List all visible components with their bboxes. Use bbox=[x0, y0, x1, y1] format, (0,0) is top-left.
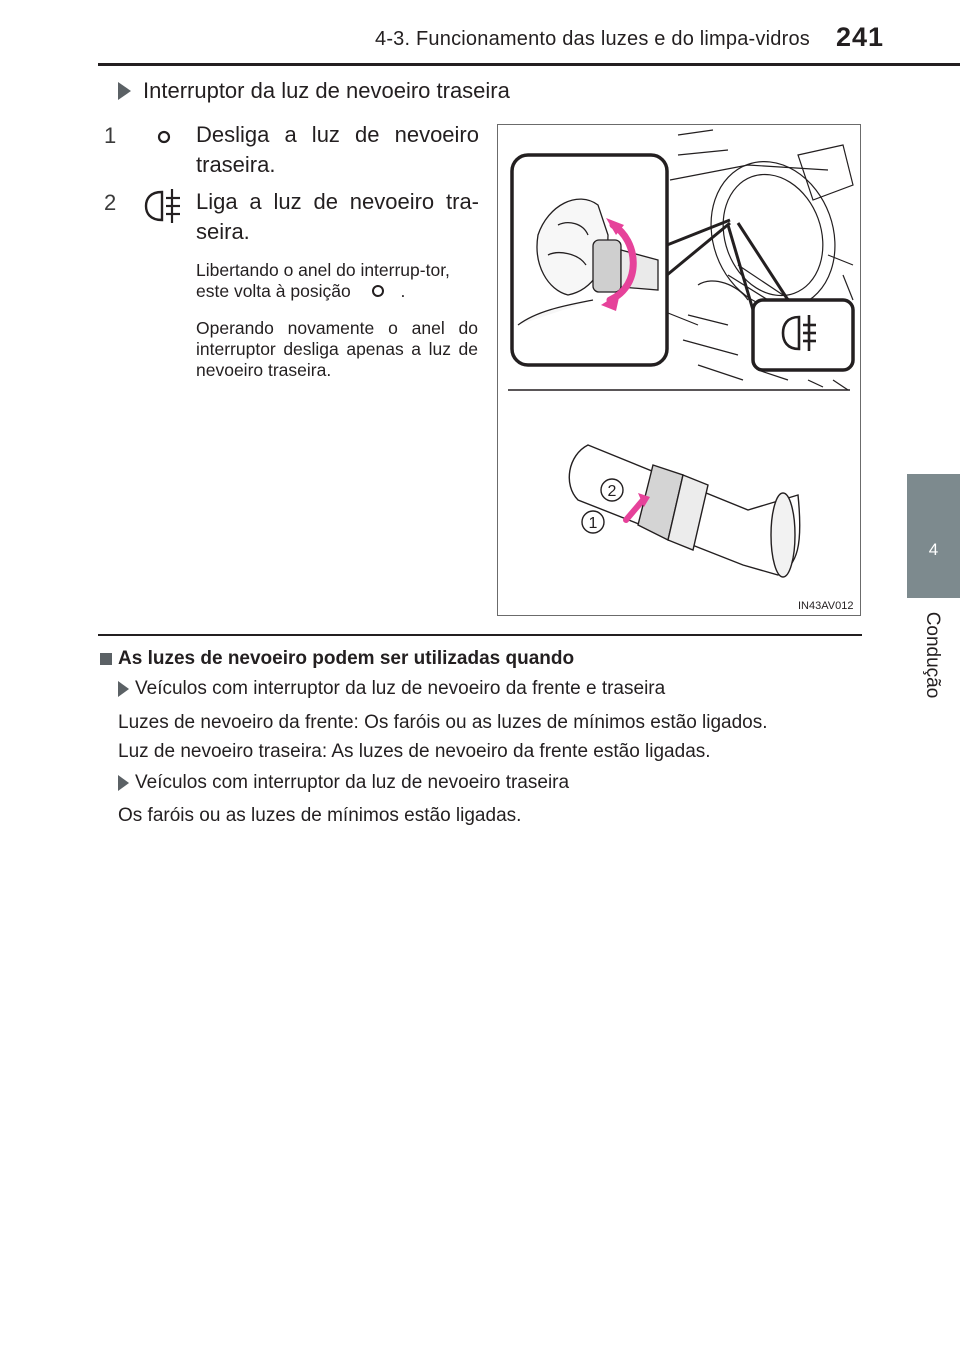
step-2-text: Liga a luz de nevoeiro tra-seira. bbox=[196, 189, 479, 244]
section-heading bbox=[118, 78, 510, 104]
chapter-tab-label: Condução bbox=[922, 611, 943, 699]
note-ring-operation: Operando novamente o anel do interruptor desliga apenas a luz de nevoeiro traseira. bbox=[196, 318, 478, 380]
info-bullet-1-text: Veículos com interruptor da luz de nevoeiro da frente e traseira bbox=[135, 678, 666, 699]
info-bullet-2 bbox=[118, 772, 569, 794]
figure-code: IN43AV012 bbox=[798, 600, 854, 612]
fog-light-off-icon bbox=[153, 126, 175, 148]
running-header-title: 4-3. Funcionamento das luzes e do limpa-vidros bbox=[375, 28, 810, 50]
fog-light-off-icon bbox=[356, 283, 396, 299]
fog-switch-illustration bbox=[498, 125, 860, 615]
section-heading-text: Interruptor da luz de nevoeiro traseira bbox=[143, 78, 510, 103]
chapter-tab bbox=[907, 474, 960, 598]
note-return-position bbox=[196, 260, 486, 302]
step-number-2: 2 bbox=[104, 190, 117, 215]
info-heading bbox=[100, 648, 574, 670]
triangle-bullet-icon bbox=[118, 82, 131, 100]
chapter-tab-number: 4 bbox=[928, 540, 939, 559]
triangle-bullet-icon bbox=[118, 775, 129, 791]
note-return-position-text: Libertando o anel do interrup-tor, este volta à posição bbox=[196, 260, 450, 301]
header-rule bbox=[98, 63, 960, 66]
callout-1: 1 bbox=[588, 515, 598, 532]
note-return-position-end: . bbox=[400, 281, 406, 301]
info-bullet-1 bbox=[118, 678, 665, 700]
figure-illustration bbox=[497, 124, 861, 616]
callout-2: 2 bbox=[607, 483, 617, 500]
info-bullet-2-text: Veículos com interruptor da luz de nevoeiro traseira bbox=[135, 772, 570, 793]
square-bullet-icon bbox=[100, 653, 112, 665]
page-number: 241 bbox=[836, 22, 885, 52]
rear-fog-light-icon bbox=[142, 186, 184, 226]
info-line-2: Luz de nevoeiro traseira: As luzes de nevoeiro da frente estão ligadas. bbox=[118, 741, 711, 762]
triangle-bullet-icon bbox=[118, 681, 129, 697]
info-line-1: Luzes de nevoeiro da frente: Os faróis ou as luzes de mínimos estão ligados. bbox=[118, 712, 768, 733]
info-line-3: Os faróis ou as luzes de mínimos estão ligadas. bbox=[118, 805, 522, 826]
section-separator bbox=[98, 634, 862, 636]
step-number-1: 1 bbox=[104, 123, 117, 148]
step-1-text: Desliga a luz de nevoeiro traseira. bbox=[196, 122, 479, 177]
info-heading-text: As luzes de nevoeiro podem ser utilizadas quando bbox=[118, 648, 575, 669]
